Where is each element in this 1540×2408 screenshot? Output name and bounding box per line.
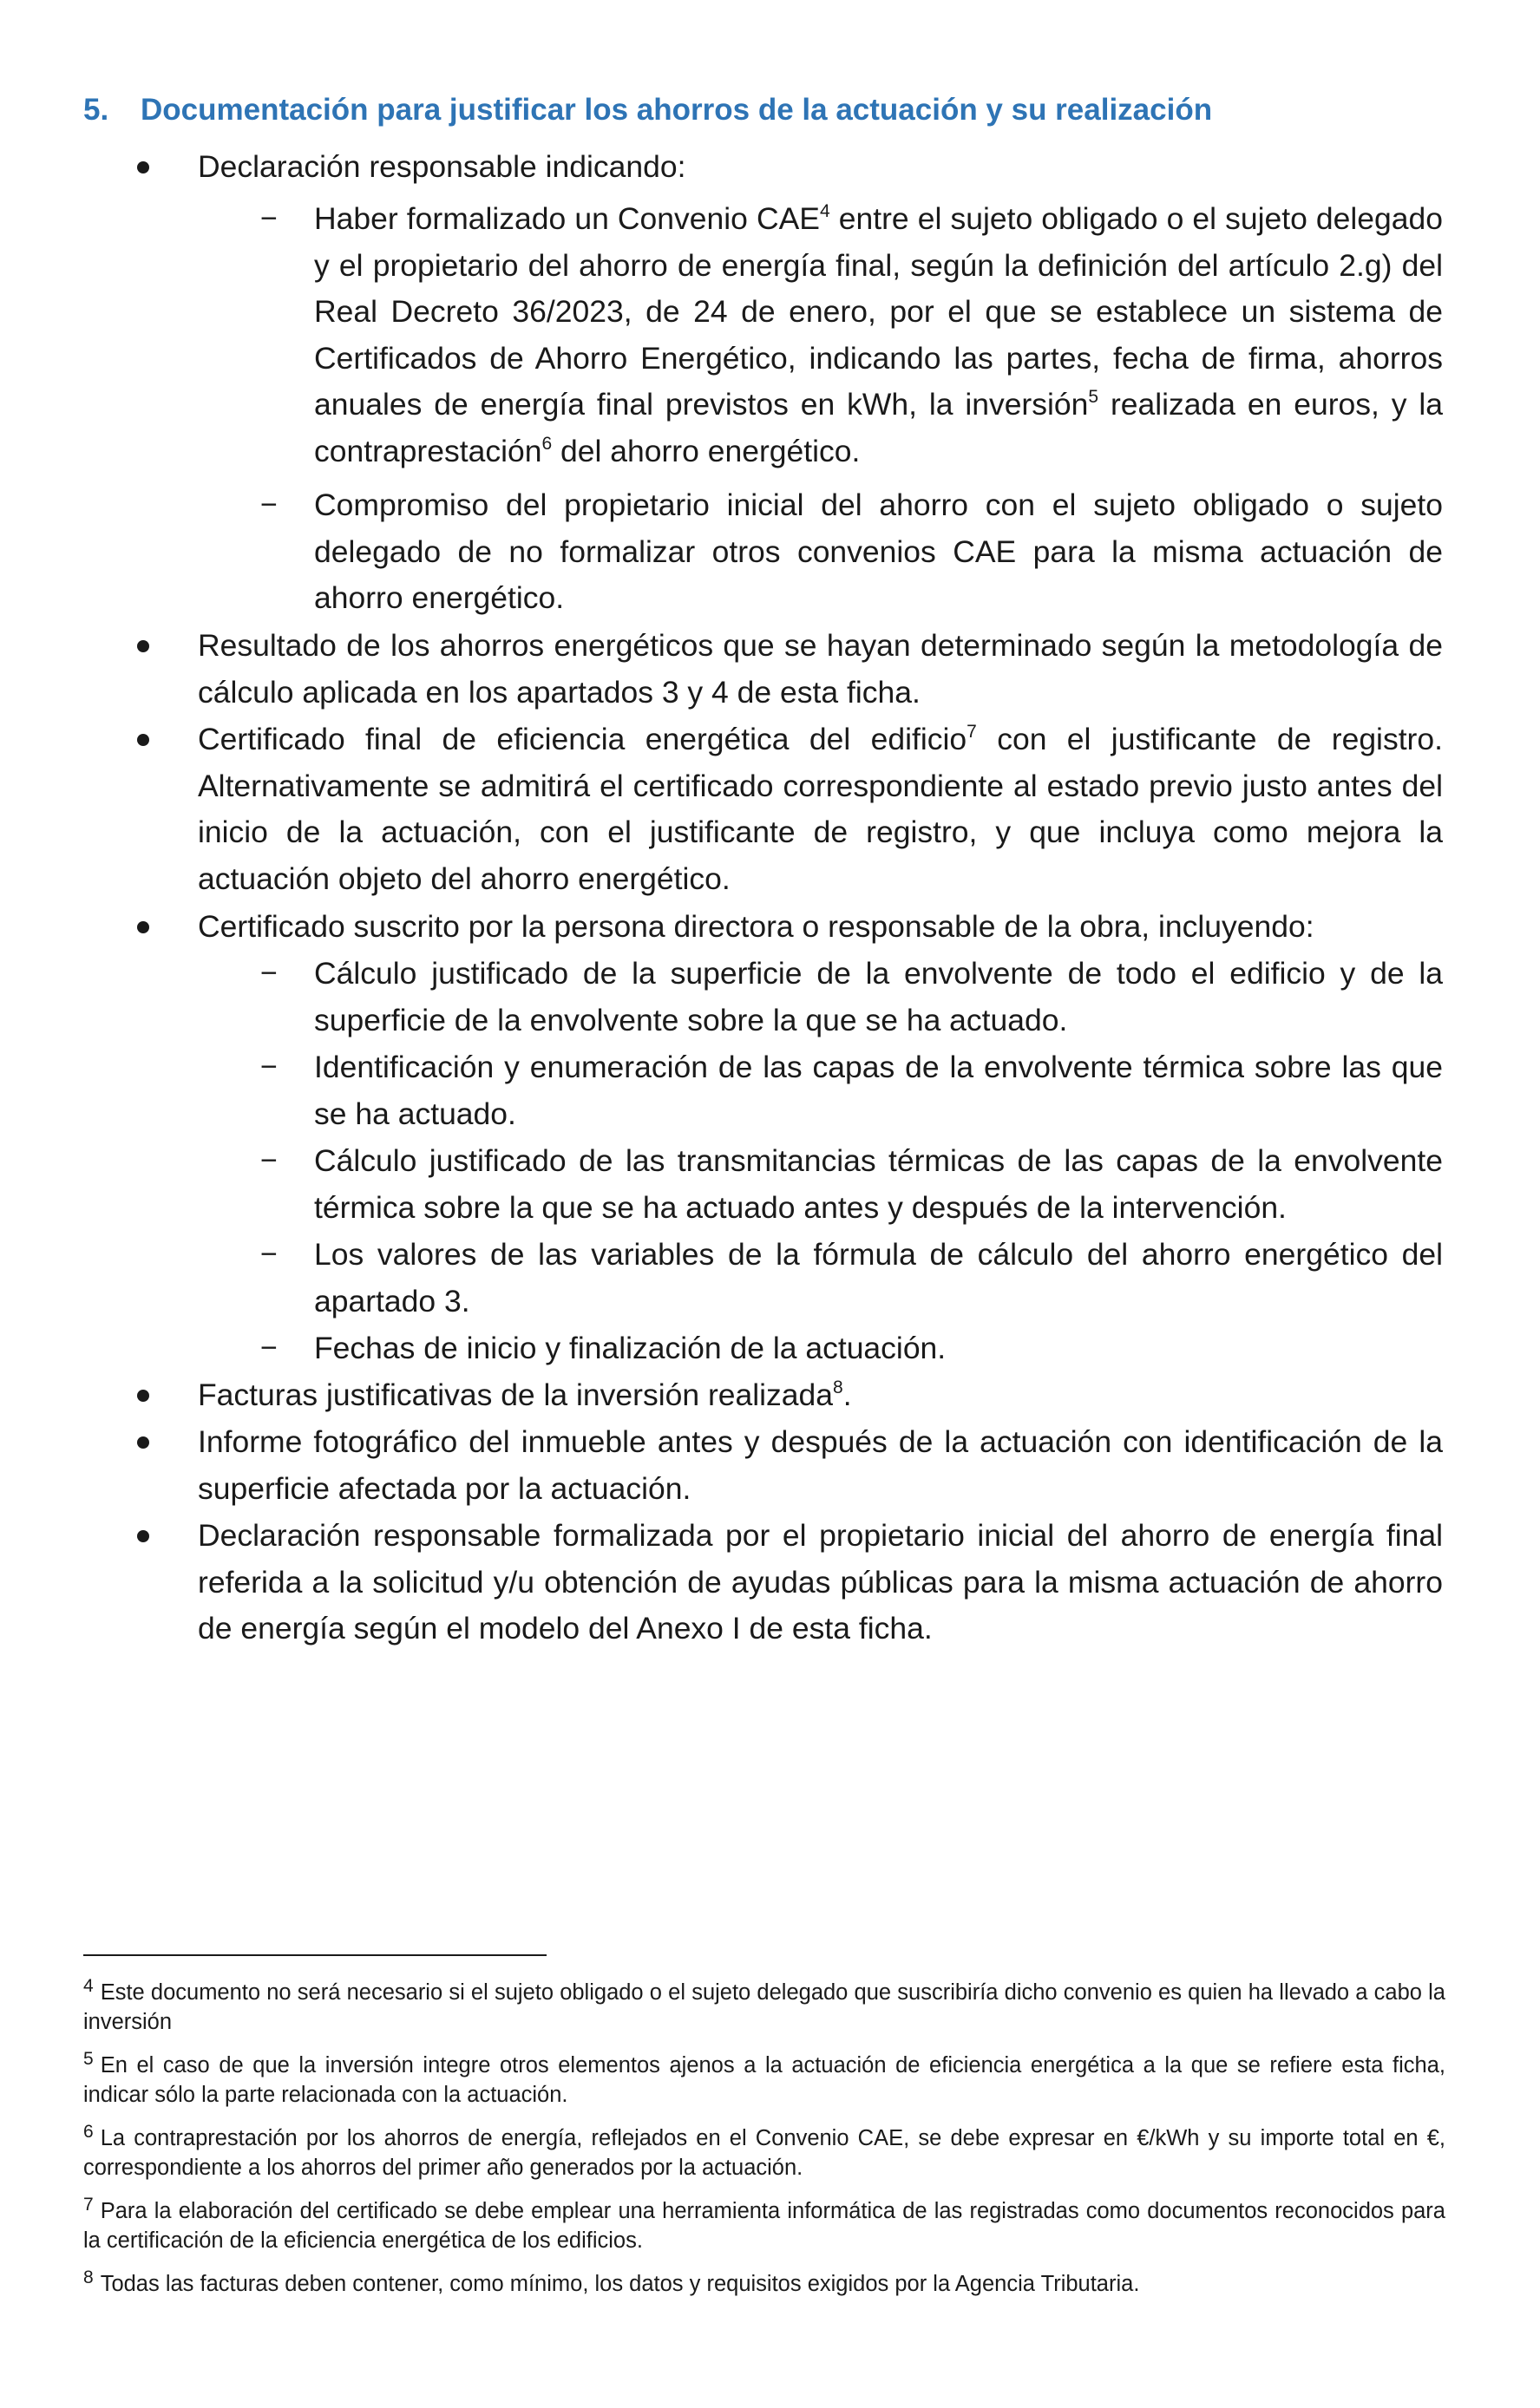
footnotes bbox=[83, 1978, 1445, 2313]
list-item-facturas: Facturas justificativas de la inversión realizada$^8$. bbox=[198, 1377, 852, 1412]
sub-item-text: Cálculo justificado de las transmitancias térmicas de las capas de la envolvente térmica sobre la que se ha actuado antes y después de la intervención. bbox=[314, 1143, 1443, 1225]
section-heading bbox=[83, 90, 1471, 130]
list-item-text: Certificado suscrito por la persona directora o responsable de la obra, incluyendo: bbox=[198, 909, 1314, 944]
footnote bbox=[83, 2123, 1445, 2182]
list-item-text: Declaración responsable indicando: bbox=[198, 149, 686, 184]
footnote-text: Este documento no será necesario si el sujeto obligado o el sujeto delegado que suscribiría dicho convenio es quien ha llevado a cabo la inversión bbox=[83, 1980, 1445, 2034]
dash-icon: − bbox=[260, 1332, 278, 1364]
footnote-text: La contraprestación por los ahorros de energía, reflejados en el Convenio CAE, se debe expresar en €/kWh y su importe total en €, correspondiente a los ahorros del primer año generados por la actuación. bbox=[83, 2126, 1445, 2180]
footnote bbox=[83, 1978, 1445, 2037]
footnote-separator bbox=[83, 1954, 547, 1956]
footnote-number: 6 bbox=[83, 2122, 94, 2142]
dash-icon: − bbox=[260, 1050, 278, 1083]
footnote-text: Para la elaboración del certificado se debe emplear una herramienta informática de las registradas como documentos reconocidos para la certificación de la eficiencia energética de los edificios. bbox=[83, 2199, 1445, 2253]
footnote-text: En el caso de que la inversión integre otros elementos ajenos a la actuación de eficiencia energética a la que se refiere esta ficha, indicar sólo la parte relacionada con la actuación. bbox=[83, 2053, 1445, 2107]
sub-item-text: Los valores de las variables de la fórmula de cálculo del ahorro energético del apartado 3. bbox=[314, 1237, 1443, 1319]
section-number: 5. bbox=[83, 93, 109, 127]
footnote-ref: 7 bbox=[967, 722, 977, 742]
sub-item-text: Cálculo justificado de la superficie de la envolvente de todo el edificio y de la superficie de la envolvente sobre la que se ha actuado. bbox=[314, 956, 1443, 1037]
list-item-text: Informe fotográfico del inmueble antes y después de la actuación con identificación de la superficie afectada por la actuación. bbox=[198, 1424, 1443, 1506]
sub-item-transmitancias bbox=[0, 1138, 1540, 1231]
sub-item-superficie bbox=[0, 951, 1540, 1044]
list-item-declaracion-ayudas bbox=[0, 1513, 1540, 1652]
footnote-ref: 4 bbox=[819, 201, 830, 221]
footnote-number: 7 bbox=[83, 2195, 94, 2215]
sub-item-convenio: − Haber formalizado un Convenio CAE$^4$ entre el sujeto obligado o el sujeto delegado y el propietario del ahorro de energía final, según la definición del artículo 2.g) del Real Decreto 36/2023, de 24 de enero, por el que se establece un sistema de Certificados de Ahorro Energético, indicando las partes, fecha de firma, ahorros anuales de energía final previstos en kWh, la inversión$^5$ realizada en euros, y la contraprestación$^6$ del ahorro energético. bbox=[0, 196, 1540, 474]
footnote bbox=[83, 2269, 1445, 2299]
sub-item-valores bbox=[0, 1232, 1540, 1325]
list-item-resultado bbox=[0, 623, 1540, 716]
sub-item-capas bbox=[0, 1044, 1540, 1137]
footnote-number: 4 bbox=[83, 1976, 94, 1996]
footnote-ref: 6 bbox=[541, 433, 553, 454]
list-item-text: Resultado de los ahorros energéticos que se hayan determinado según la metodología de cálculo aplicada en los apartados 3 y 4 de esta ficha. bbox=[198, 628, 1443, 710]
dash-icon: − bbox=[260, 488, 278, 521]
section-title: Documentación para justificar los ahorros de la actuación y su realización bbox=[141, 93, 1213, 127]
footnote bbox=[83, 2196, 1445, 2255]
list-item-certificado-suscrito bbox=[0, 904, 1540, 951]
footnote-number: 8 bbox=[83, 2267, 94, 2287]
list-item-informe bbox=[0, 1419, 1540, 1512]
sub-item-text: Fechas de inicio y finalización de la actuación. bbox=[314, 1331, 947, 1365]
footnote-ref: 8 bbox=[833, 1377, 843, 1397]
list-item-text: Declaración responsable formalizada por el propietario inicial del ahorro de energía final referida a la solicitud y/u obtención de ayudas públicas para la misma actuación de ahorro de energía según el modelo del Anexo I de esta ficha. bbox=[198, 1518, 1443, 1646]
sub-item-compromiso bbox=[0, 482, 1540, 622]
footnote-ref: 5 bbox=[1088, 387, 1099, 407]
footnote bbox=[83, 2051, 1445, 2110]
list-item-certificado-final: Certificado final de eficiencia energética del edificio$^7$ con el justificante de registro. Alternativamente se admitirá el certificado correspondiente al estado previo justo antes del inicio de la actuación, con el justificante de registro, y que incluya como mejora la actuación objeto del ahorro energético. bbox=[198, 722, 1443, 896]
sub-item-text: Compromiso del propietario inicial del ahorro con el sujeto obligado o sujeto delegado de no formalizar otros convenios CAE para la misma actuación de ahorro energético. bbox=[314, 487, 1443, 615]
dash-icon: − bbox=[260, 202, 278, 235]
dash-icon: − bbox=[260, 957, 278, 990]
dash-icon: − bbox=[260, 1238, 278, 1271]
dash-icon: − bbox=[260, 1144, 278, 1177]
sub-item-text: Identificación y enumeración de las capas de la envolvente térmica sobre las que se ha actuado. bbox=[314, 1050, 1443, 1131]
sub-item-fechas bbox=[0, 1325, 1540, 1372]
list-item-declaracion bbox=[0, 144, 1540, 191]
footnote-text: Todas las facturas deben contener, como mínimo, los datos y requisitos exigidos por la Agencia Tributaria. bbox=[100, 2272, 1140, 2296]
footnote-number: 5 bbox=[83, 2049, 94, 2069]
